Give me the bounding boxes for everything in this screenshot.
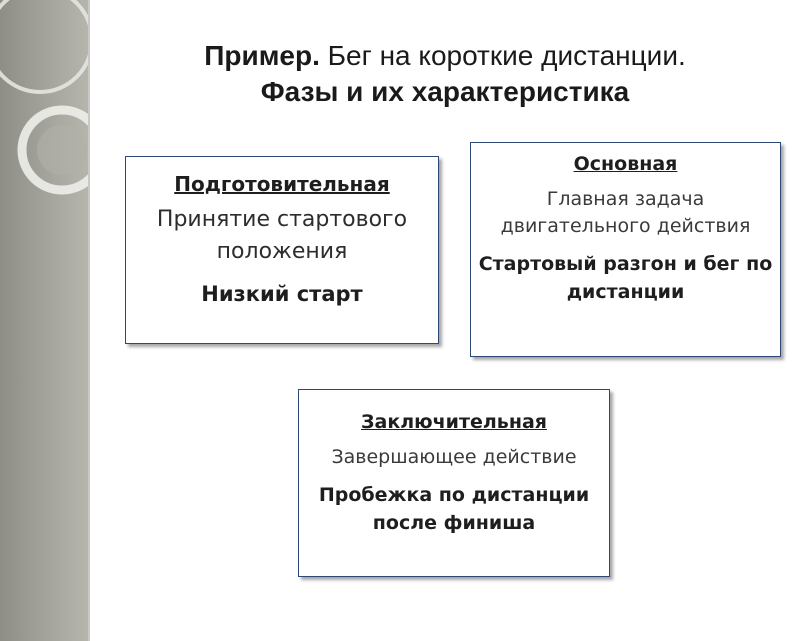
phase-heading: Подготовительная xyxy=(174,172,390,196)
sidebar-edge xyxy=(88,0,90,641)
decorative-circles xyxy=(0,0,90,641)
phase-card-main xyxy=(470,142,781,357)
phase-description: Завершающее действие xyxy=(331,446,577,468)
title-line-1 xyxy=(100,38,790,74)
phase-card-final xyxy=(298,389,610,577)
phase-description: Принятие стартового положения xyxy=(156,207,408,264)
phase-example: Пробежка по дистанции после финиша xyxy=(318,484,590,534)
title-line-2 xyxy=(100,74,790,110)
phase-heading: Заключительная xyxy=(361,411,547,433)
phase-heading: Основная xyxy=(573,153,678,175)
title-topic: Бег на короткие дистанции. xyxy=(319,40,686,71)
title-subtitle: Фазы и их характеристика xyxy=(260,76,630,107)
title-label: Пример. xyxy=(204,40,320,71)
decorative-sidebar xyxy=(0,0,90,641)
phase-description: Главная задача двигательного действия xyxy=(500,188,751,237)
phase-card-preparatory xyxy=(125,156,439,344)
phase-example: Низкий старт xyxy=(201,282,363,306)
slide-title xyxy=(100,38,790,110)
phase-example: Стартовый разгон и бег по дистанции xyxy=(478,253,773,303)
